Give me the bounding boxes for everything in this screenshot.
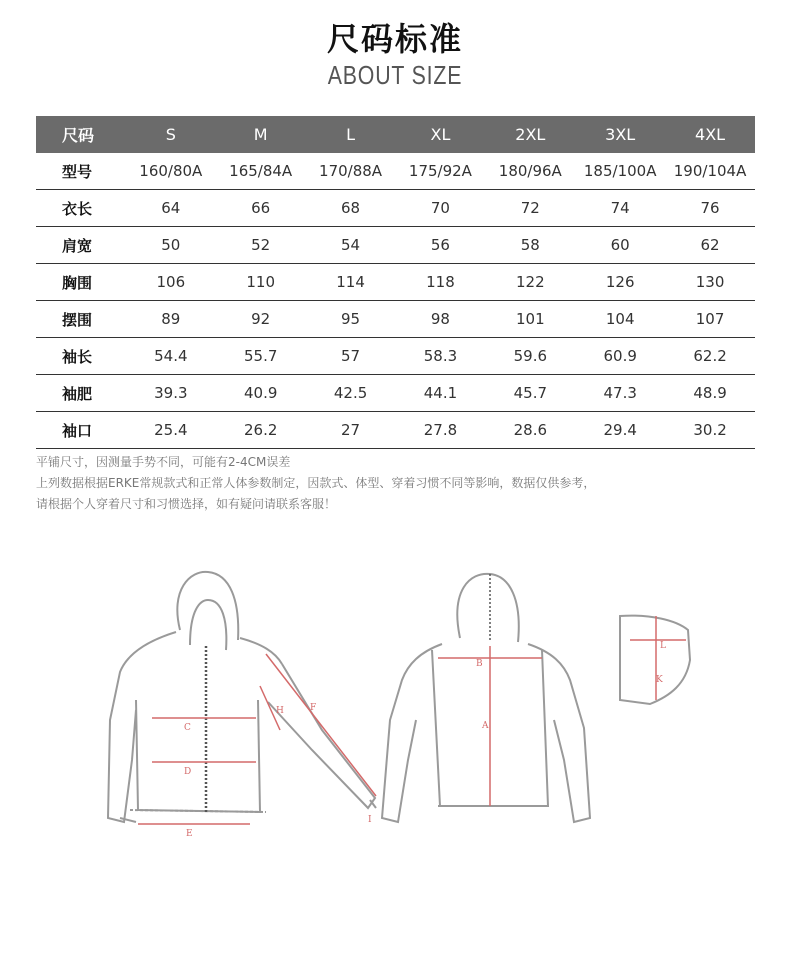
note-line: 请根据个人穿着尺寸和习惯选择，如有疑问请联系客服！ bbox=[36, 497, 337, 511]
jacket-front-illustration bbox=[108, 572, 376, 822]
table-cell: 175/92A bbox=[396, 153, 486, 190]
table-cell: 64 bbox=[126, 190, 216, 227]
table-cell: 28.6 bbox=[485, 412, 575, 449]
label-e: E bbox=[186, 829, 193, 839]
label-k: K bbox=[656, 675, 663, 685]
label-h: H bbox=[276, 706, 284, 716]
table-cell: 62.2 bbox=[665, 338, 755, 375]
table-cell: 114 bbox=[306, 264, 396, 301]
table-cell: 26.2 bbox=[216, 412, 306, 449]
table-cell: 40.9 bbox=[216, 375, 306, 412]
column-header: 3XL bbox=[575, 116, 665, 153]
table-cell: 95 bbox=[306, 301, 396, 338]
table-cell: 180/96A bbox=[485, 153, 575, 190]
table-row bbox=[36, 227, 755, 264]
sleeve-length-line bbox=[266, 654, 376, 796]
table-cell: 60 bbox=[575, 227, 665, 264]
column-header: L bbox=[306, 116, 396, 153]
table-cell: 59.6 bbox=[485, 338, 575, 375]
table-cell: 70 bbox=[396, 190, 486, 227]
row-header-cell: 胸围 bbox=[36, 264, 126, 301]
table-cell: 170/88A bbox=[306, 153, 396, 190]
table-cell: 66 bbox=[216, 190, 306, 227]
table-cell: 106 bbox=[126, 264, 216, 301]
table-cell: 98 bbox=[396, 301, 486, 338]
table-cell: 118 bbox=[396, 264, 486, 301]
table-cell: 58.3 bbox=[396, 338, 486, 375]
note-line: 平铺尺寸，因测量手势不同，可能有2-4CM误差 bbox=[36, 455, 291, 469]
table-cell: 165/84A bbox=[216, 153, 306, 190]
table-header-row bbox=[36, 116, 755, 153]
table-cell: 74 bbox=[575, 190, 665, 227]
table-cell: 122 bbox=[485, 264, 575, 301]
row-header-cell: 袖口 bbox=[36, 412, 126, 449]
table-cell: 104 bbox=[575, 301, 665, 338]
table-cell: 52 bbox=[216, 227, 306, 264]
row-header-cell: 袖长 bbox=[36, 338, 126, 375]
table-cell: 44.1 bbox=[396, 375, 486, 412]
table-row bbox=[36, 190, 755, 227]
column-header: XL bbox=[396, 116, 486, 153]
table-cell: 54 bbox=[306, 227, 396, 264]
table-cell: 160/80A bbox=[126, 153, 216, 190]
size-chart-table bbox=[36, 116, 755, 449]
measurement-diagram bbox=[90, 560, 710, 850]
table-cell: 48.9 bbox=[665, 375, 755, 412]
table-row bbox=[36, 375, 755, 412]
table-cell: 92 bbox=[216, 301, 306, 338]
table-row bbox=[36, 412, 755, 449]
table-cell: 110 bbox=[216, 264, 306, 301]
table-cell: 130 bbox=[665, 264, 755, 301]
table-row bbox=[36, 264, 755, 301]
table-cell: 25.4 bbox=[126, 412, 216, 449]
note-line: 上列数据根据ERKE常规款式和正常人体参数制定，因款式、体型、穿着习惯不同等影响，数据仅供参考， bbox=[36, 476, 596, 490]
table-cell: 72 bbox=[485, 190, 575, 227]
table-cell: 62 bbox=[665, 227, 755, 264]
row-header-cell: 肩宽 bbox=[36, 227, 126, 264]
column-header: M bbox=[216, 116, 306, 153]
table-row bbox=[36, 153, 755, 190]
table-cell: 47.3 bbox=[575, 375, 665, 412]
label-l: L bbox=[660, 641, 666, 651]
label-f: F bbox=[310, 703, 317, 713]
label-a: A bbox=[482, 721, 489, 731]
hood-illustration bbox=[620, 616, 690, 704]
table-cell: 68 bbox=[306, 190, 396, 227]
table-cell: 45.7 bbox=[485, 375, 575, 412]
row-header-cell: 袖肥 bbox=[36, 375, 126, 412]
column-header: 2XL bbox=[485, 116, 575, 153]
title-chinese: 尺码标准 bbox=[326, 20, 463, 58]
table-cell: 107 bbox=[665, 301, 755, 338]
column-header: 4XL bbox=[665, 116, 755, 153]
table-cell: 126 bbox=[575, 264, 665, 301]
row-header-cell: 衣长 bbox=[36, 190, 126, 227]
label-d: D bbox=[184, 767, 192, 777]
column-header: 尺码 bbox=[36, 116, 126, 153]
size-notes bbox=[36, 452, 756, 515]
table-cell: 27 bbox=[306, 412, 396, 449]
table-cell: 101 bbox=[485, 301, 575, 338]
title-english: ABOUT SIZE bbox=[327, 60, 463, 90]
row-header-cell: 摆围 bbox=[36, 301, 126, 338]
label-b: B bbox=[476, 659, 483, 669]
table-cell: 39.3 bbox=[126, 375, 216, 412]
table-cell: 29.4 bbox=[575, 412, 665, 449]
jacket-back-illustration bbox=[382, 574, 590, 822]
table-cell: 89 bbox=[126, 301, 216, 338]
table-cell: 60.9 bbox=[575, 338, 665, 375]
table-cell: 42.5 bbox=[306, 375, 396, 412]
table-cell: 55.7 bbox=[216, 338, 306, 375]
label-i: I bbox=[368, 815, 372, 825]
table-cell: 30.2 bbox=[665, 412, 755, 449]
table-cell: 27.8 bbox=[396, 412, 486, 449]
label-c: C bbox=[184, 723, 191, 733]
column-header: S bbox=[126, 116, 216, 153]
table-cell: 57 bbox=[306, 338, 396, 375]
table-cell: 50 bbox=[126, 227, 216, 264]
table-cell: 190/104A bbox=[665, 153, 755, 190]
table-cell: 54.4 bbox=[126, 338, 216, 375]
table-row bbox=[36, 301, 755, 338]
row-header-cell: 型号 bbox=[36, 153, 126, 190]
table-cell: 185/100A bbox=[575, 153, 665, 190]
table-cell: 58 bbox=[485, 227, 575, 264]
table-row bbox=[36, 338, 755, 375]
table-cell: 56 bbox=[396, 227, 486, 264]
table-cell: 76 bbox=[665, 190, 755, 227]
